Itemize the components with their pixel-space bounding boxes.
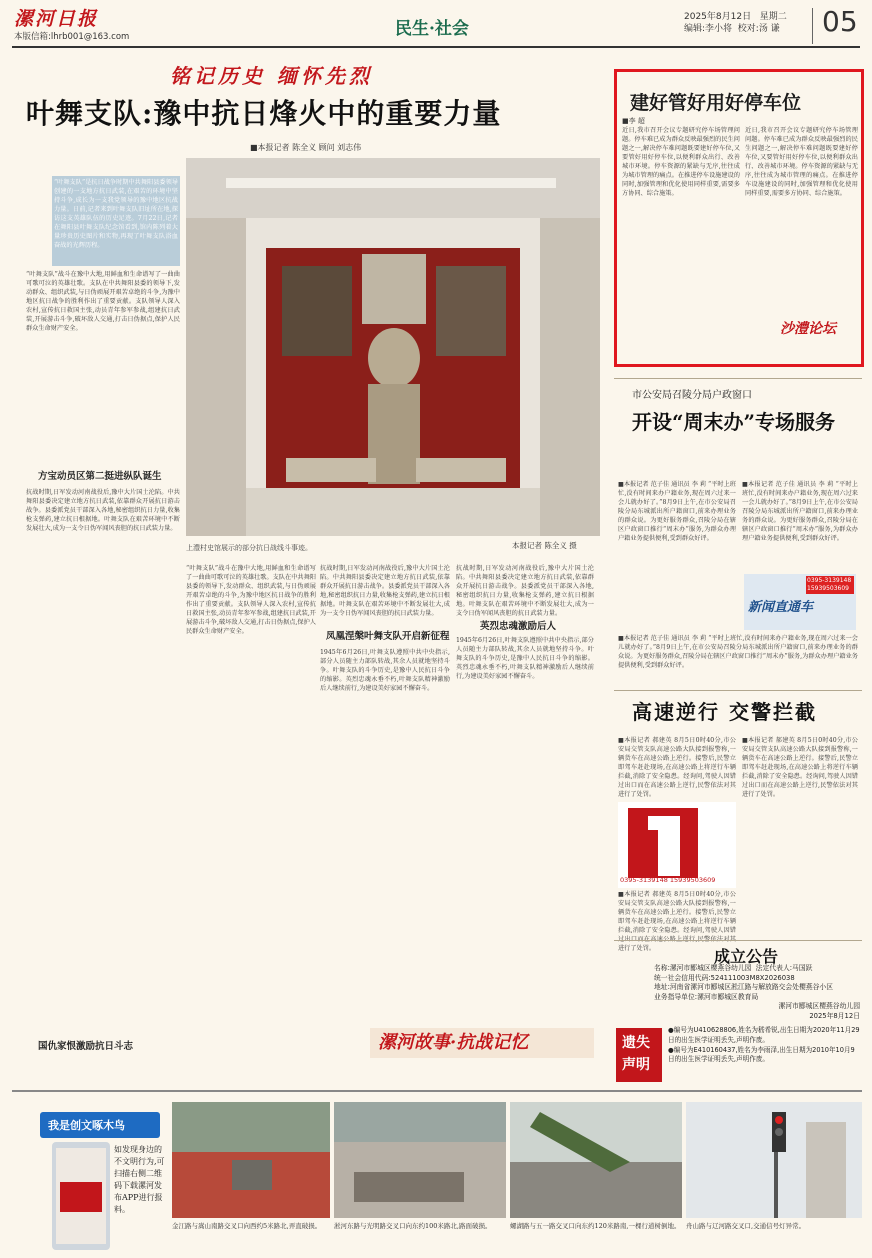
- lead-kicker: 铭记历史 缅怀先烈: [170, 64, 373, 88]
- commentary-title: 建好管好用好停车位: [630, 92, 802, 114]
- notice-address: 地址:河南省漯河市郾城区淞江路与解放路交会处樱燕谷小区: [654, 983, 834, 992]
- lead-subhead-1: 方宝动员区第二挺进纵队诞生: [38, 471, 162, 482]
- notice-rule: [614, 940, 862, 941]
- lead-subhead-3: 凤凰涅槃叶舞支队开启新征程: [326, 631, 450, 642]
- commentary-body-right: 近日,我市召开会议专题研究停车场管理问题。停车难已成为群众反映最强烈的民生问题之一,解决停车难问题既要建好停车位,又要管好用好停车位,以便利群众出行、改善城市环境。停车资源的紧缺与无序,往往成为城市管理的痛点。在推进停车设施建设的同时,加强管理和优化使用同样重要,需要多方协同、综合施策。: [745, 127, 858, 197]
- lead-body-col2: “叶舞支队”战斗在豫中大地,用鲜血和生命谱写了一曲曲可歌可泣的英雄壮歌。支队在中共舞阳县委的领导下,发动群众、组织武装,与日伪顽展开艰苦卓绝的斗争,为豫中地区抗日战争的胜利作出了重要贡献。支队领导人深入农村,宣传抗日救国主张,动员青年参军参战,组建抗日武装,开展游击斗争,破坏敌人交通,打击日伪据点,保护人民群众生命财产安全。: [186, 565, 316, 635]
- footer-photo-4: [686, 1102, 862, 1218]
- lead-photo-credit: 本报记者 陈全义 摄: [512, 541, 577, 550]
- commentary-author: ■李 超: [622, 117, 645, 125]
- footer-photo-2: [334, 1102, 506, 1218]
- lost-item-1: ●编号为U410628806,姓名为嵇希锐,出生日期为2020年11月29日的出生医学证明丢失,声明作废。: [668, 1026, 860, 1044]
- issue-weekday: 星期二: [759, 12, 787, 22]
- notice-date: 2025年8月12日: [809, 1011, 860, 1020]
- page-number: 05: [822, 5, 858, 38]
- lead-body-col3b: 1945年6月26日,叶舞支队遵照中共中央指示,部分人员随主力部队转战,其余人员就地坚持斗争。叶舞支队的斗争历史,是豫中人民抗日斗争的缩影。英烈忠魂永垂不朽,叶舞支队精神激励后人继续前行,为建设美好家园不懈奋斗。: [320, 649, 450, 692]
- lead-byline: ■本报记者 陈全义 顾问 刘志伟: [250, 143, 362, 152]
- commentary-brand: 沙澧论坛: [780, 321, 836, 337]
- notice-title: 成立公告: [714, 947, 779, 966]
- footer-photo-4-image: [686, 1102, 862, 1218]
- news2-body-right: ■本报记者 郝建英 8月5日0时40分,市公安局交管支队高速公路大队接到报警称,一辆货车在高速公路上逆行。接警后,民警立即驾车赶赴现场,在高速公路上将逆行车辆拦截,消除了安全隐患。经询问,驾驶人因错过出口而在高速公路上逆行,民警依法对其进行了处罚。: [742, 737, 858, 798]
- footer-caption-2: 淞河东路与光明路交叉口向东约100米路北,路面破损。: [334, 1222, 492, 1230]
- footer-rule: [12, 1090, 862, 1092]
- hotline-box-2: [618, 802, 736, 888]
- section-title: 民生·社会: [395, 19, 469, 39]
- editor: 编辑:李小将: [684, 24, 733, 34]
- issue-date: 2025年8月12日: [684, 12, 752, 22]
- promo-box: [40, 1112, 160, 1138]
- memorial-hall-photo: [186, 158, 600, 536]
- lead-body-col1b: 抗战时期,日军发动河南战役后,豫中大片国土沦陷。中共舞阳县委决定建立地方抗日武装,依靠群众开展抗日游击战争。县委派党员干部深入各地,秘密组织抗日力量,收集枪支弹药,建立抗日根据地。叶舞支队在艰苦环境中不断发展壮大,成为一支令日伪军闻风丧胆的抗日武装力量。: [26, 489, 180, 532]
- news1-body-left: ■本报记者 范子佳 通讯员 李 莉 “平时上班忙,没有时间来办户籍业务,现在周六过来一会儿就办好了。”8月9日上午,在市公安局召陵分局东城派出所户籍窗口,前来办理业务的群众说。为更好服务群众,召陵分局在辖区户政窗口推行“周末办”服务,为群众办理户籍业务提供便利,受到群众好评。: [618, 481, 736, 542]
- notice-rep: 法定代表人:马国跃: [755, 964, 813, 972]
- lead-photo-caption: 上澧村史馆展示的部分抗日战线斗事迹。: [186, 544, 312, 552]
- news2-body-left: ■本报记者 郝建英 8月5日0时40分,市公安局交管支队高速公路大队接到报警称,一辆货车在高速公路上逆行。接警后,民警立即驾车赶赴现场,在高速公路上将逆行车辆拦截,消除了安全隐患。经询问,驾驶人因错过出口而在高速公路上逆行,民警依法对其进行了处罚。: [618, 737, 736, 798]
- news1-headline: 开设“周末办”专场服务: [632, 410, 836, 434]
- footer-photo-3: [510, 1102, 682, 1218]
- notice-block: [654, 964, 860, 1022]
- footer-photo-3-image: [510, 1102, 682, 1218]
- hotline-label: 新闻直通车: [748, 600, 814, 615]
- lost-label: 遗失声明: [622, 1035, 650, 1073]
- lead-headline: 叶舞支队:豫中抗日烽火中的重要力量: [26, 97, 502, 130]
- footer-photo-1: [172, 1102, 330, 1218]
- phone-graphic: [52, 1142, 110, 1250]
- lead-body-col4: 抗战时期,日军发动河南战役后,豫中大片国土沦陷。中共舞阳县委决定建立地方抗日武装,依靠群众开展抗日游击战争。县委派党员干部深入各地,秘密组织抗日力量,收集枪支弹药,建立抗日根据地。叶舞支队在艰苦环境中不断发展壮大,成为一支令日伪军闻风丧胆的抗日武装力量。: [456, 565, 594, 617]
- notice-name: 名称:漯河市郾城区樱燕谷幼儿园: [654, 964, 752, 972]
- lead-subhead-2: 国仇家恨激励抗日斗志: [38, 1041, 134, 1052]
- lost-label-box: [616, 1028, 662, 1082]
- app-screenshot: [52, 1142, 110, 1250]
- lead-body-col4b: 1945年6月26日,叶舞支队遵照中共中央指示,部分人员随主力部队转战,其余人员就地坚持斗争。叶舞支队的斗争历史,是豫中人民抗日斗争的缩影。英烈忠魂永垂不朽,叶舞支队精神激励后人继续前行,为建设美好家园不懈奋斗。: [456, 637, 594, 680]
- notice-org: 漯河市郾城区樱燕谷幼儿园: [778, 1002, 860, 1011]
- promo-text: 如发现身边的不文明行为,可扫描右侧二维码下载漯河发布APP进行报料。: [114, 1145, 165, 1214]
- news1-rule: [614, 378, 862, 379]
- news1-body-right: ■本报记者 范子佳 通讯员 李 莉 “平时上班忙,没有时间来办户籍业务,现在周六过来一会儿就办好了。”8月9日上午,在市公安局召陵分局东城派出所户籍窗口,前来办理业务的群众说。为更好服务群众,召陵分局在辖区户政窗口推行“周末办”服务,为群众办理户籍业务提供便利,受到群众好评。: [742, 481, 858, 542]
- notice-authority: 业务指导单位:漯河市郾城区教育局: [654, 992, 759, 1001]
- promo-title: 我是创文啄木鸟: [48, 1119, 125, 1132]
- header-date-block: [684, 11, 824, 35]
- lead-intro: “叶舞支队”是抗日战争时期中共舞阳县委领导创建的一支地方抗日武装,在艰苦的环境中坚持斗争,成长为一支我党领导的豫中地区抗战力量。日前,记者来到叶舞支队旧址所在地,探访这支英雄队伍的历史足迹。7月22日,记者在舞阳县叶舞支队纪念馆看到,馆内陈列着大量珍贵历史图片和实物,再现了叶舞支队浴血奋战的光辉历程。: [52, 176, 180, 266]
- memorial-hall-image: [186, 158, 600, 536]
- header-vertical-rule: [812, 8, 813, 44]
- notice-code: 统一社会信用代码:524111003M8X2026038: [654, 973, 795, 982]
- lead-body-col3: 抗战时期,日军发动河南战役后,豫中大片国土沦陷。中共舞阳县委决定建立地方抗日武装,依靠群众开展抗日游击战争。县委派党员干部深入各地,秘密组织抗日力量,收集枪支弹药,建立抗日根据地。叶舞支队在艰苦环境中不断发展壮大,成为一支令日伪军闻风丧胆的抗日武装力量。: [320, 565, 450, 617]
- masthead-logo: [14, 4, 124, 30]
- news2-rule: [614, 690, 862, 691]
- news1-kicker: 市公安局召陵分局户政窗口: [632, 390, 752, 401]
- news1-body-bottom: ■本报记者 范子佳 通讯员 李 莉 “平时上班忙,没有时间来办户籍业务,现在周六过来一会儿就办好了。”8月9日上午,在市公安局召陵分局东城派出所户籍窗口,前来办理业务的群众说。为更好服务群众,召陵分局在辖区户政窗口推行“周末办”服务,为群众办理户籍业务提供便利,受到群众好评。: [618, 635, 858, 669]
- lost-item-2: ●编号为E410160437,姓名为李雨泽,出生日期为2010年10月9日的出生医学证明丢失,声明作废。: [668, 1045, 855, 1064]
- email-line: 本版信箱:lhrb001@163.com: [14, 32, 130, 42]
- hotline-tel-2: 0395-3139148 15939503609: [620, 876, 716, 884]
- proofreader: 校对:汤 谦: [737, 24, 780, 34]
- newspaper-logo: 漯河日报: [14, 8, 99, 30]
- commentary-body-left: 近日,我市召开会议专题研究停车场管理问题。停车难已成为群众反映最强烈的民生问题之一,解决停车难问题既要建好停车位,又要管好用好停车位,以便利群众出行、改善城市环境。停车资源的紧缺与无序,往往成为城市管理的痛点。在推进停车设施建设的同时,加强管理和优化使用同样重要,需要多方协同、综合施策。: [622, 127, 740, 197]
- footer-photo-1-image: [172, 1102, 330, 1218]
- footer-caption-1: 金江路与嵩山南路交叉口向西约5米路北,弄直破损。: [172, 1222, 322, 1230]
- header-rule: [12, 46, 860, 48]
- footer-caption-4: 舟山路与辽河路交叉口,交通信号灯异常。: [686, 1222, 806, 1230]
- news2-headline: 高速逆行 交警拦截: [632, 700, 817, 724]
- lost-items: [668, 1026, 860, 1065]
- lead-story-banner: 漯河故事·抗战记忆: [370, 1028, 594, 1058]
- hotline-box-1: [744, 574, 856, 630]
- lead-body-col1: “叶舞支队”战斗在豫中大地,用鲜血和生命谱写了一曲曲可歌可泣的英雄壮歌。支队在中共舞阳县委的领导下,发动群众、组织武装,与日伪顽展开艰苦卓绝的斗争,为豫中地区抗日战争的胜利作出了重要贡献。支队领导人深入农村,宣传抗日救国主张,动员青年参军参战,组建抗日武装,开展游击斗争,破坏敌人交通,打击日伪据点,保护人民群众生命财产安全。: [26, 271, 180, 332]
- hotline-tel-1: 0395-3139148 15939503609: [806, 576, 854, 594]
- lead-subhead-4: 英烈忠魂激励后人: [480, 621, 557, 632]
- footer-photo-2-image: [334, 1102, 506, 1218]
- footer-caption-3: 螺湖路与五一路交叉口向东约120米路南,一棵行道树倒地。: [510, 1222, 681, 1230]
- news2-body-mid: ■本报记者 郝建英 8月5日0时40分,市公安局交管支队高速公路大队接到报警称,一辆货车在高速公路上逆行。接警后,民警立即驾车赶赴现场,在高速公路上将逆行车辆拦截,消除了安全隐患。经询问,驾驶人因错 进行了处罚。: [618, 891, 736, 952]
